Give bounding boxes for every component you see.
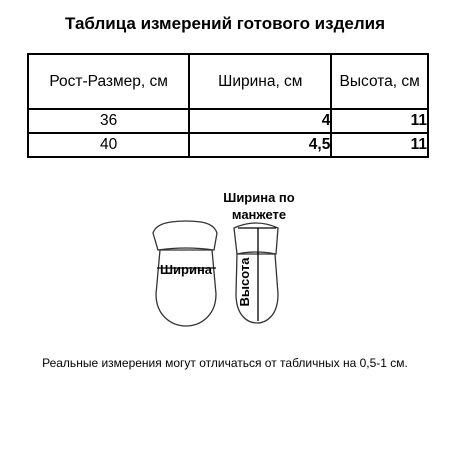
cell-height: 11 [331, 133, 428, 157]
header-size: Рост-Размер, см [28, 54, 189, 109]
measurement-note: Реальные измерения могут отличаться от табличных на 0,5-1 см. [42, 356, 408, 370]
label-cuff-width-line2: манжете [231, 207, 287, 222]
mitten-side-view [223, 190, 295, 323]
label-width: Ширина [159, 262, 213, 277]
cell-width: 4 [189, 109, 331, 133]
page-title: Таблица измерений готового изделия [64, 14, 385, 33]
label-cuff-width-line1: Ширина по [223, 190, 295, 205]
label-height: Высота [237, 257, 252, 307]
header-width: Ширина, см [189, 54, 331, 109]
cell-width: 4,5 [189, 133, 331, 157]
mitten-front-view [153, 221, 217, 326]
cell-size: 36 [28, 109, 189, 133]
cell-size: 40 [28, 133, 189, 157]
cell-height: 11 [331, 109, 428, 133]
header-height: Высота, см [331, 54, 428, 109]
